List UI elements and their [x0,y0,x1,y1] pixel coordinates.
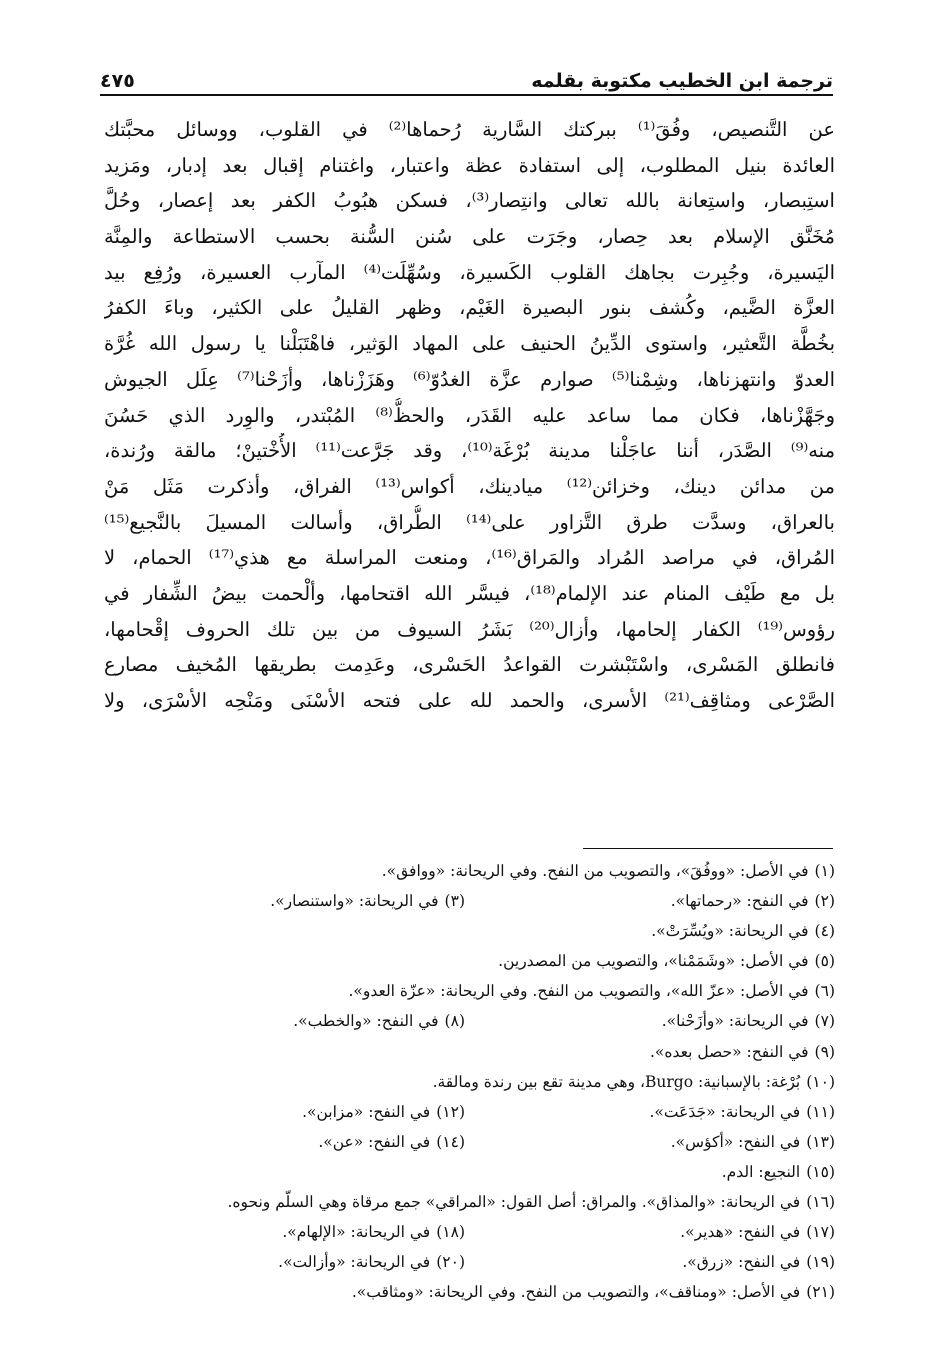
footnote-text: في الريحانة: «جَدَعَت». [649,1102,801,1121]
footnote-text: في النفح: «أكؤس». [670,1132,801,1151]
footnote-text: في الأصل: «ووفُقَ»، والتصويب من النفح. وفي الريحانة: «ووافق». [381,862,809,880]
footnote-row [100,886,835,916]
footnote [302,1097,465,1127]
footnote-row [100,1247,835,1277]
footnote-row [100,1067,835,1097]
text-line: بخُطَّة التَّعثير، واستوى الدِّينُ الحنيف على المهاد الوَثير، فاهْتَبَلْنا يا رسول الله غُرَّة [104,332,835,356]
text-line: وجَهَّزْناها، فكان مما ساعد عليه القَدَر، والحظُّ⁽⁸⁾ المُبْتدر، والوِرد الذي حَسُنَ [104,403,835,427]
footnote [722,1157,835,1187]
footnote [465,1247,835,1277]
running-header [100,58,833,92]
footnote-row [100,1187,835,1217]
footnotes [100,856,835,1307]
footnote-text: في النفح: «زرق». [682,1253,801,1272]
footnote [348,976,835,1006]
footnote-text: في الريحانة: «وأزالت». [278,1253,431,1272]
footnote-row [100,1127,835,1157]
footnote [227,1187,835,1217]
footnote [282,1217,465,1247]
footnote [651,916,835,946]
footnote-text: في الريحانة: «واستنصار». [270,892,439,911]
footnote-row [100,1157,835,1187]
footnote [382,856,835,886]
footnote-number: (١٧) [806,1223,835,1242]
text-line: استِبصار، واستِعانة بالله تعالى وانتِصار⁽³⁾، فسكن هبُوبُ الكفر بعد إعصار، وحُلَّ [104,189,835,213]
footnote-number: (٤) [814,922,835,941]
footnote-row [100,1006,835,1036]
footnote-text: في الريحانة: «ويُسِّرَتْ». [651,922,809,941]
footnote-text: في الريحانة: «وأزَحْنا». [661,1012,809,1031]
text-line: مُخَنَّق الإسلام بعد حِصار، وجَرَت على سُنن السُّنة بحسب الاستطاعة والمِنَّة [104,225,835,249]
footnote-number: (١٨) [436,1223,465,1242]
footnote [650,1037,835,1067]
footnote-text: بُرْغة: بالإسبانية: Burgo، وهي مدينة تقع بين رندة ومالقة. [432,1072,801,1091]
footnote [433,1067,835,1097]
footnote-number: (٧) [814,1012,835,1031]
footnote [465,1217,835,1247]
footnote-number: (٣) [444,892,465,911]
text-line: منه⁽⁹⁾ الصَّدَر، أننا عاجَلْنا مدينة بُرْغَة⁽¹⁰⁾، وقد جَرَّعت⁽¹¹⁾ الأُخْتينْ؛ مالقة ورُندة، [104,439,835,463]
footnote-number: (١٥) [806,1162,835,1181]
footnote-row [100,856,835,886]
footnote-text: في الأصل: «ومناقف»، والتصويب من النفح. وفي الريحانة: «ومثاقب». [351,1283,801,1302]
text-line: فانطلق المَسْرى، واسْتَبْشرت القواعدُ الحَسْرى، وعَدِمت بطريقها المُخيف مصارع [104,653,835,677]
footnote-text: في النفح: «رحماتها». [670,892,809,911]
footnote-number: (٥) [814,952,835,971]
footnote-row [100,976,835,1006]
footnote-number: (١١) [806,1102,835,1121]
footnote-text: في النفح: «هدير». [680,1223,801,1242]
footnote-number: (٦) [814,982,835,1001]
footnote-number: (١) [814,862,835,880]
footnote [278,1247,465,1277]
footnote-separator [583,848,833,849]
footnote [465,1097,835,1127]
footnote-number: (١٤) [436,1132,465,1151]
footnote [318,1127,465,1157]
footnote-row [100,1277,835,1307]
footnote-text: النجيع: الدم. [721,1162,801,1181]
footnote [465,886,835,916]
footnote-text: في الريحانة: «والمذاق». والمراق: أصل القول: «المراقي» جمع مرقاة وهي السلّم ونحوه. [227,1193,801,1212]
footnote-number: (١٠) [806,1072,835,1091]
text-line: من مدائن دينك، وخزائن⁽¹²⁾ ميادينك، أكواس⁽¹³⁾ الفراق، وأذكرت مَثَل مَنْ [104,474,835,498]
text-line: الصَّرْعى ومثاقِف⁽²¹⁾ الأسرى، والحمد لله على فتحه الأسْنَى ومَنْحِه الأسْرَى، ولا [104,689,835,712]
footnote [352,1277,835,1307]
footnote [270,886,465,916]
text-line: العدوّ وانتهزناها، وشِمْنا⁽⁵⁾ صوارم عزَّة الغدُوّ⁽⁶⁾ وهَزَزْناها، وأزَحْنا⁽⁷⁾ عِلَل الجيوش [104,367,835,391]
text-line: رؤوس⁽¹⁹⁾ الكفار إلحامها، وأزال⁽²⁰⁾ بَشَرُ السيوف من بين تلك الحروف إقْحامها، [104,617,835,641]
footnote [465,1006,835,1036]
text-line: بالعراق، وسدَّت طرق التَّزاور على⁽¹⁴⁾ الطُّراق، وأسالت المسيلَ بالنَّجيع⁽¹⁵⁾ [104,510,835,534]
text-line: العزَّة الضَّيم، وكُشف بنور البصيرة الغَيْم، وظهر القليلُ على الكثير، وباءَ الكفرُ [104,296,835,320]
header-rule [100,94,833,96]
footnote-text: في الريحانة: «الإلهام». [282,1223,431,1242]
footnote [498,946,835,976]
footnote-number: (١٩) [806,1253,835,1272]
footnote-number: (٢) [814,892,835,911]
footnote-text: في الأصل: «عزّ الله»، والتصويب من النفح. وفي الريحانة: «عزّة العدو». [348,982,809,1001]
main-text [104,112,835,719]
footnote-row [100,946,835,976]
text-line: بل مع طَيْف المنام عند الإلمام⁽¹⁸⁾، فيسَّر الله اقتحامها، وألْحمت بيضُ الشِّفار في [104,581,835,605]
footnote-row [100,916,835,946]
footnote-text: في النفح: «حصل بعده». [649,1042,809,1061]
footnote-row [100,1037,835,1067]
footnote-number: (٨) [444,1012,465,1031]
footnote-row [100,1217,835,1247]
footnote-text: في النفح: «مزابن». [302,1102,431,1121]
footnote-number: (١٣) [806,1132,835,1151]
footnote-number: (٩) [814,1042,835,1061]
footnote [293,1006,465,1036]
footnote-number: (٢١) [806,1283,835,1302]
footnote-number: (٢٠) [436,1253,465,1272]
text-line: اليَسيرة، وجُبِرت بجاهك القلوب الكَسيرة، وسُهِّلَت⁽⁴⁾ المآرب العسيرة، ورُفِع بيد [104,260,835,284]
page-number: ٤٧٥ [100,70,135,92]
running-title: ترجمة ابن الخطيب مكتوبة بقلمه [531,70,833,92]
text-line: المُراق، في مراصد المُراد والمَراق⁽¹⁶⁾، ومنعت المراسلة مع هذي⁽¹⁷⁾ الحمام، لا [104,546,835,570]
footnote-row [100,1097,835,1127]
footnote-text: في النفح: «والخطب». [293,1012,439,1031]
footnote-number: (١٢) [436,1102,465,1121]
footnote-text: في النفح: «عن». [318,1132,431,1151]
footnote-text: في الأصل: «وشَمَمْنا»، والتصويب من المصدرين. [498,952,809,971]
text-line: عن التَّنصيص، وفُقَ⁽¹⁾ ببركتك السَّارية رُحماها⁽²⁾ في القلوب، ووسائل محبَّتك [104,118,835,141]
footnote [465,1127,835,1157]
footnote-number: (١٦) [806,1193,835,1212]
text-line: العائدة بنيل المطلوب، إلى استفادة عظة واعتبار، واغتنام إقبال بعد إدبار، ومَزيد [104,153,835,177]
